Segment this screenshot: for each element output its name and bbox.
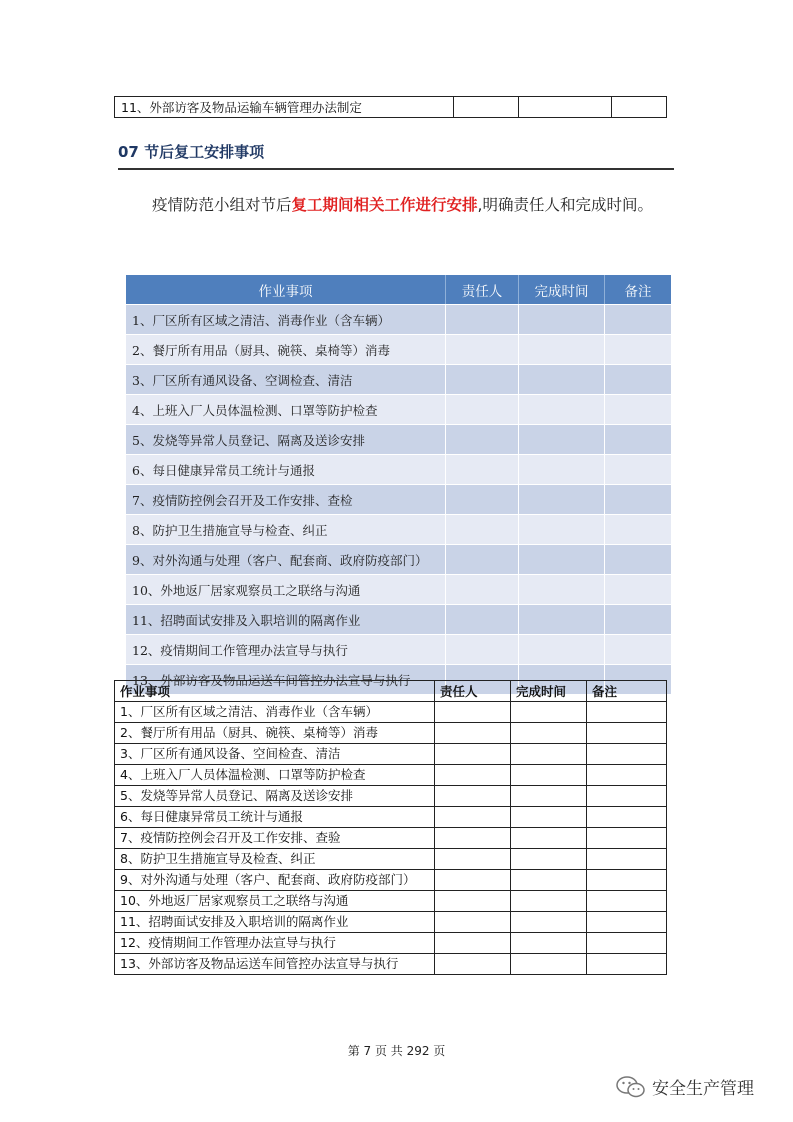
table-cell [587,891,667,912]
header-cell: 备注 [587,681,667,702]
table-cell [519,394,605,424]
table-cell [435,807,511,828]
table-row [126,394,671,424]
table-cell [446,574,519,604]
table-cell [587,828,667,849]
table-cell [446,364,519,394]
task-item: 8、防护卫生措施宣导与检查、纠正 [126,514,446,544]
table-row [115,912,667,933]
table-row [126,484,671,514]
table-cell [587,786,667,807]
table-row [115,870,667,891]
task-item: 6、每日健康异常员工统计与通报 [126,454,446,484]
table-cell: 11、外部访客及物品运输车辆管理办法制定 [115,97,454,118]
table-row [126,514,671,544]
table-row [115,954,667,975]
table-cell [612,97,667,118]
table-cell [587,765,667,786]
table-cell [587,912,667,933]
table-cell [519,484,605,514]
paragraph-text: 疫情防范小组对节后 [152,196,292,214]
table-row [126,454,671,484]
header-cell: 完成时间 [519,275,605,304]
table-cell [435,786,511,807]
task-item: 5、发烧等异常人员登记、隔离及送诊安排 [126,424,446,454]
table-cell [511,891,587,912]
table-cell [519,574,605,604]
task-item: 10、外地返厂居家观察员工之联络与沟通 [115,891,435,912]
table-cell [605,334,671,364]
paragraph-text: ,明确责任人和完成时间。 [477,196,653,214]
wechat-icon [616,1076,646,1098]
table-cell [587,954,667,975]
table-row [115,849,667,870]
table-row [126,574,671,604]
task-item: 9、对外沟通与处理（客户、配套商、政府防疫部门） [126,544,446,574]
table-cell [519,334,605,364]
brand-name: 安全生产管理 [652,1079,754,1099]
table-cell [519,454,605,484]
task-item: 11、招聘面试安排及入职培训的隔离作业 [115,912,435,933]
table-cell [605,604,671,634]
table-cell [519,424,605,454]
table-cell [446,514,519,544]
task-item: 12、疫情期间工作管理办法宣导与执行 [115,933,435,954]
table-cell [605,364,671,394]
table-row [126,544,671,574]
table-cell [587,702,667,723]
table-row [115,807,667,828]
table-cell [435,870,511,891]
table-cell [511,702,587,723]
header-cell: 完成时间 [511,681,587,702]
table-cell [446,334,519,364]
table-cell [519,364,605,394]
table-cell [435,828,511,849]
table-cell [511,765,587,786]
table-cell [435,765,511,786]
table-cell [519,544,605,574]
header-cell: 责任人 [435,681,511,702]
task-item: 10、外地返厂居家观察员工之联络与沟通 [126,574,446,604]
header-cell: 备注 [605,275,671,304]
table-cell [519,304,605,334]
task-item: 1、厂区所有区域之清洁、消毒作业（含车辆） [126,304,446,334]
table-cell [519,604,605,634]
table-cell [605,394,671,424]
paragraph-highlight: 复工期间相关工作进行安排 [291,196,478,214]
table-cell [605,424,671,454]
table-cell [435,954,511,975]
table-cell [435,744,511,765]
table-row [126,334,671,364]
table-body [126,304,671,694]
task-item: 1、厂区所有区域之清洁、消毒作业（含车辆） [115,702,435,723]
header-cell: 作业事项 [115,681,435,702]
task-item: 3、厂区所有通风设备、空调检查、清洁 [126,364,446,394]
table-body [115,702,667,975]
task-item: 4、上班入厂人员体温检测、口罩等防护检查 [115,765,435,786]
table-cell [519,97,612,118]
table-cell [587,849,667,870]
table-cell [587,744,667,765]
table-cell [435,723,511,744]
table-cell [519,514,605,544]
table-cell [435,702,511,723]
table-cell [511,849,587,870]
table-row [115,786,667,807]
table-cell [511,807,587,828]
table-cell [587,723,667,744]
table-cell [511,954,587,975]
task-item: 2、餐厅所有用品（厨具、碗筷、桌椅等）消毒 [115,723,435,744]
table-cell [511,828,587,849]
table-cell [519,634,605,664]
task-item: 3、厂区所有通风设备、空间检查、清洁 [115,744,435,765]
table-cell [435,849,511,870]
previous-table-remnant [114,96,667,118]
table-row [115,702,667,723]
table-cell [511,723,587,744]
table-cell [605,454,671,484]
table-row [126,364,671,394]
task-item: 7、疫情防控例会召开及工作安排、查检 [126,484,446,514]
table-cell [605,634,671,664]
table-row [115,765,667,786]
task-item: 13、外部访客及物品运送车间管控办法宣导与执行 [115,954,435,975]
brand-logo [616,1074,754,1099]
table-cell [446,394,519,424]
table-cell [454,97,519,118]
table-cell [435,933,511,954]
table-cell [446,604,519,634]
table-cell [435,912,511,933]
task-item: 13、外部访客及物品运送车间管控办法宣导与执行 [126,664,446,694]
section-divider [118,168,674,170]
table-cell [587,870,667,891]
table-cell [446,544,519,574]
task-item: 5、发烧等异常人员登记、隔离及送诊安排 [115,786,435,807]
table-cell [605,544,671,574]
table-row [115,744,667,765]
table-cell [446,454,519,484]
task-item: 7、疫情防控例会召开及工作安排、查验 [115,828,435,849]
page-footer: 第 7 页 共 292 页 [347,1044,446,1058]
table-row [115,891,667,912]
table-cell [446,634,519,664]
table-cell [605,304,671,334]
table-row [115,97,667,118]
table-cell [587,933,667,954]
task-item: 6、每日健康异常员工统计与通报 [115,807,435,828]
plain-task-table [114,680,667,975]
table-cell [587,807,667,828]
table-row [126,424,671,454]
table-row [115,723,667,744]
section-title: 07 节后复工安排事项 [118,143,265,161]
task-item: 8、防护卫生措施宣导及检查、纠正 [115,849,435,870]
table-cell [605,574,671,604]
table-cell [511,870,587,891]
table-row [115,828,667,849]
table-row [115,933,667,954]
task-item: 4、上班入厂人员体温检测、口罩等防护检查 [126,394,446,424]
task-item: 9、对外沟通与处理（客户、配套商、政府防疫部门） [115,870,435,891]
table-cell [446,304,519,334]
header-cell: 作业事项 [126,275,446,304]
table-cell [605,484,671,514]
table-cell [446,484,519,514]
task-item: 2、餐厅所有用品（厨具、碗筷、桌椅等）消毒 [126,334,446,364]
table-header-row [115,681,667,702]
table-cell [511,786,587,807]
table-cell [605,514,671,544]
table-cell [511,912,587,933]
table-cell [511,744,587,765]
table-cell [435,891,511,912]
header-cell: 责任人 [446,275,519,304]
table-header-row [126,275,671,304]
styled-task-table [126,275,671,694]
table-row [126,604,671,634]
table-row [126,304,671,334]
table-cell [446,424,519,454]
task-item: 11、招聘面试安排及入职培训的隔离作业 [126,604,446,634]
table-row [126,634,671,664]
section-paragraph [118,184,678,226]
table-cell [511,933,587,954]
task-item: 12、疫情期间工作管理办法宣导与执行 [126,634,446,664]
